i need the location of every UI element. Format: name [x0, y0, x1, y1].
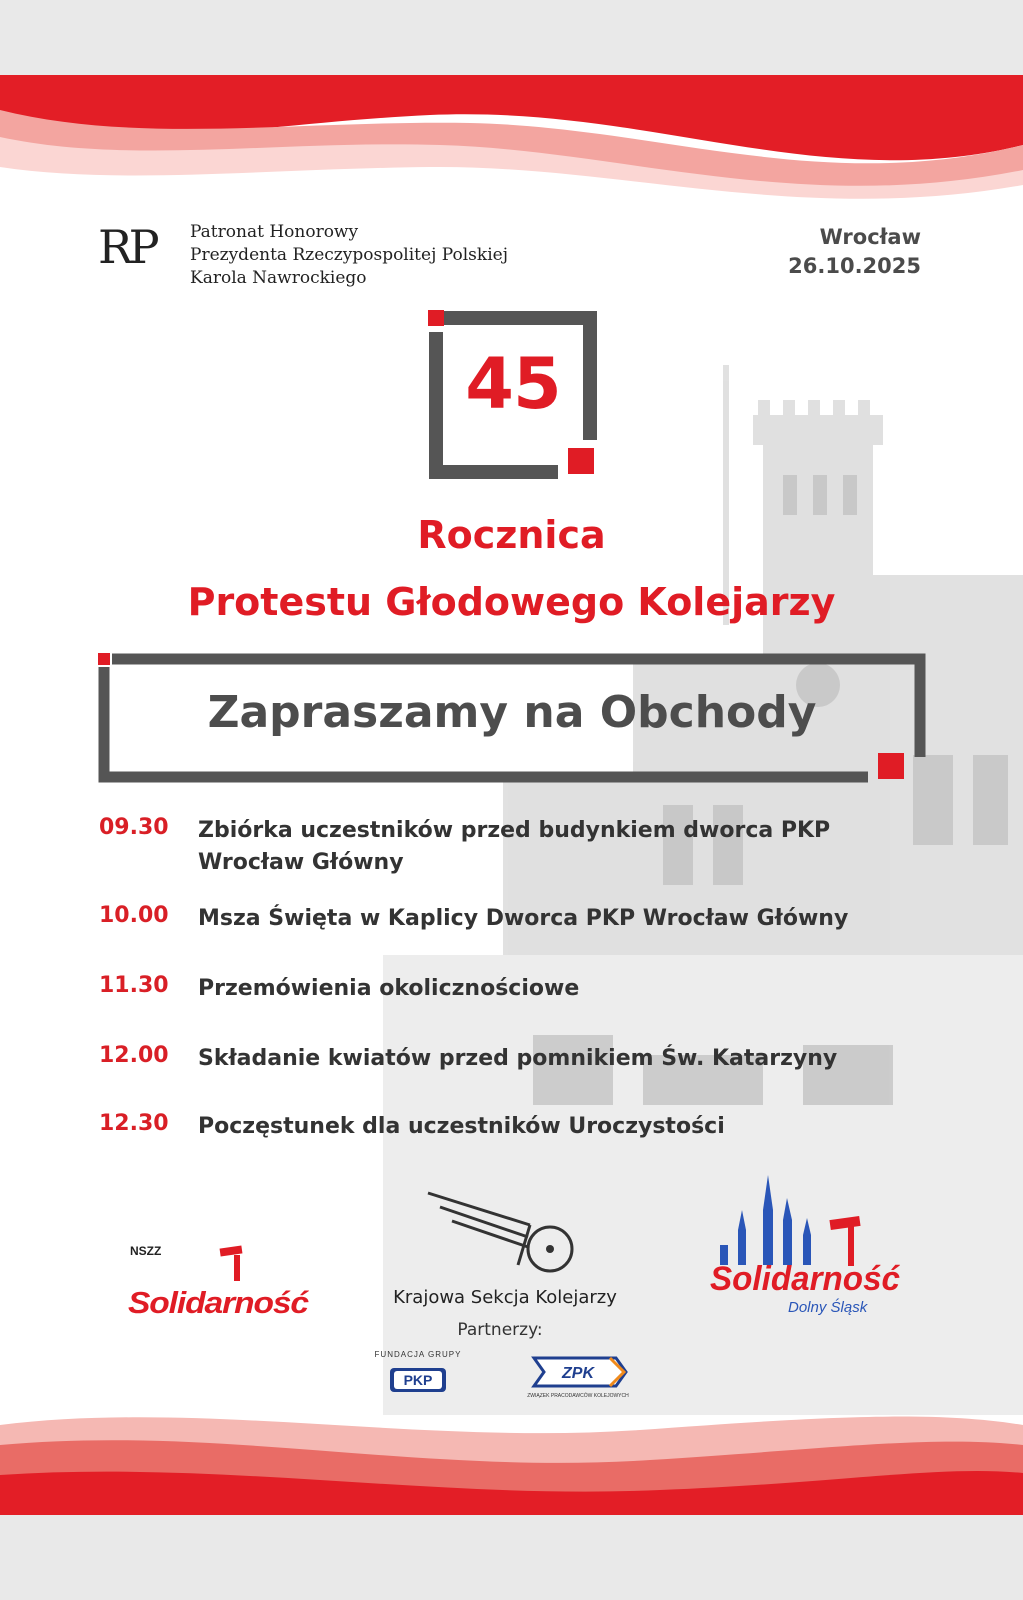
- solidarnosc-dolny-slask-logo: [708, 1170, 908, 1320]
- ds-name: Solidarność: [710, 1260, 901, 1298]
- zpk-sub: ZWIĄZEK PRACODAWCÓW KOLEJOWYCH: [527, 1393, 629, 1399]
- schedule-description: [198, 903, 848, 935]
- invite-text: Zapraszamy na Obchody: [207, 687, 817, 738]
- event-date: 26.10.2025: [788, 254, 921, 278]
- partners-label: Partnerzy:: [457, 1320, 543, 1340]
- poster: [0, 75, 1023, 1515]
- bottom-wave-decoration: [0, 1405, 1023, 1515]
- top-wave-decoration: [0, 75, 1023, 215]
- city: Wrocław: [819, 225, 921, 249]
- schedule-line: Wrocław Główny: [198, 850, 404, 875]
- schedule-line: Zbiórka uczestników przed budynkiem dworca PKP: [198, 818, 831, 843]
- anniversary-number: 45: [465, 343, 561, 425]
- schedule-item: [99, 1043, 837, 1075]
- schedule-item: [99, 973, 579, 1005]
- schedule-line: Składanie kwiatów przed pomnikiem Św. Katarzyny: [198, 1046, 838, 1071]
- schedule-time: 09.30: [99, 815, 169, 840]
- schedule-time: 11.30: [99, 973, 169, 998]
- schedule-line: Przemówienia okolicznościowe: [198, 976, 580, 1001]
- schedule-line: Poczęstunek dla uczestników Uroczystości: [198, 1114, 725, 1139]
- ksk-label: Krajowa Sekcja Kolejarzy: [393, 1287, 617, 1308]
- patronage-text: [190, 221, 508, 290]
- schedule-item: [99, 1111, 725, 1143]
- schedule-description: [198, 973, 579, 1005]
- zpk-logo: [520, 1350, 635, 1400]
- pkp-foundation-logo: [368, 1348, 468, 1398]
- pkp-top-text: FUNDACJA GRUPY: [374, 1350, 462, 1359]
- schedule-item: [99, 903, 848, 935]
- nszz-solidarnosc-logo: [124, 1235, 314, 1330]
- nszz-name: Solidarność: [128, 1285, 310, 1320]
- patronage-line: Patronat Honorowy: [190, 222, 359, 242]
- schedule-line: Msza Święta w Kaplicy Dworca PKP Wrocław Główny: [198, 906, 849, 931]
- patronage-line: Karola Nawrockiego: [190, 268, 367, 288]
- ksk-logo: [420, 1185, 590, 1275]
- schedule-time: 10.00: [99, 903, 169, 928]
- place-date: [788, 223, 921, 281]
- nszz-prefix: NSZZ: [130, 1244, 162, 1258]
- schedule-description: [198, 1111, 725, 1143]
- rp-logo: RP: [98, 220, 156, 274]
- schedule-time: 12.30: [99, 1111, 169, 1136]
- schedule-description: [198, 815, 830, 879]
- ds-region: Dolny Śląsk: [788, 1299, 868, 1316]
- title-line-2: Protestu Głodowego Kolejarzy: [187, 580, 836, 624]
- zpk-name: ZPK: [562, 1365, 594, 1382]
- schedule-time: 12.00: [99, 1043, 169, 1068]
- schedule-item: [99, 815, 830, 879]
- patronage-line: Prezydenta Rzeczypospolitej Polskiej: [190, 245, 508, 265]
- pkp-name: PKP: [403, 1372, 433, 1388]
- title-line-1: Rocznica: [417, 513, 606, 557]
- schedule-description: [198, 1043, 837, 1075]
